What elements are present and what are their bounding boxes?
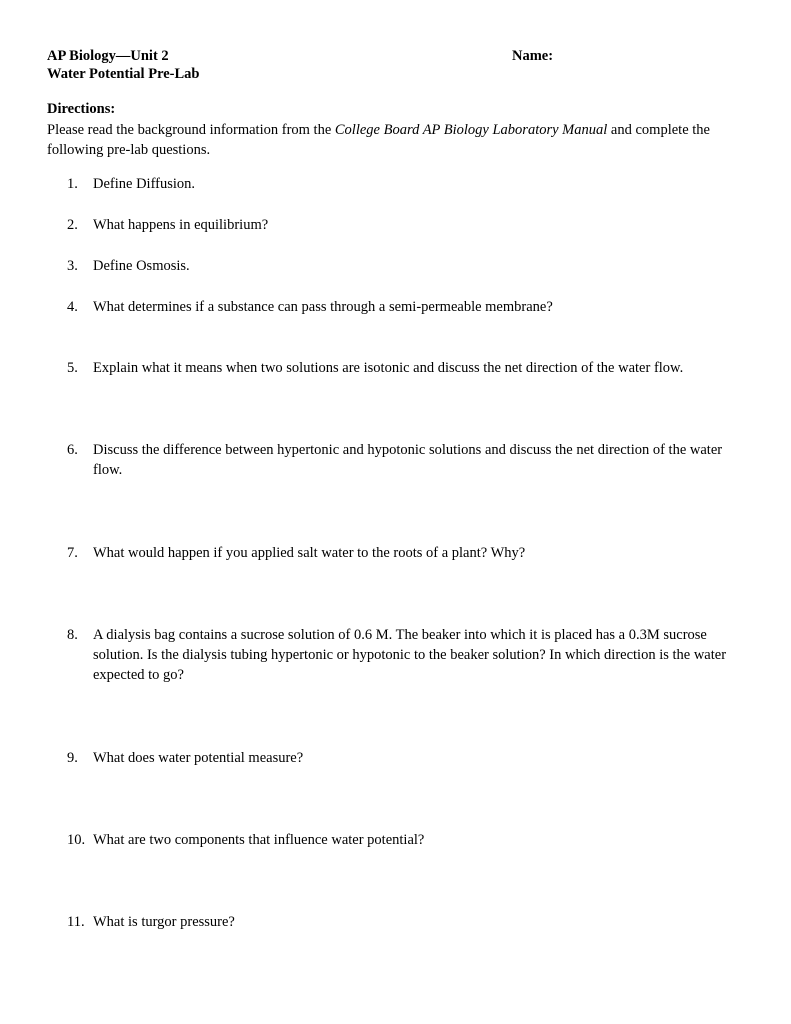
directions-text [47,120,747,160]
directions-text-italic: College Board AP Biology Laboratory Manual [334,122,608,138]
question-text: Explain what it means when two solutions are isotonic and discuss the net direction of the water flow. [93,360,684,376]
question-number: 8. [67,627,78,643]
question-text: What happens in equilibrium? [93,217,269,233]
question-number: 7. [67,545,78,561]
question-3 [60,256,740,276]
question-9 [60,748,740,768]
question-5 [60,358,740,378]
directions-heading: Directions: [47,101,116,117]
question-text: What determines if a substance can pass through a semi-permeable membrane? [93,299,553,315]
question-number: 11. [67,914,85,930]
question-number: 10. [67,832,86,848]
question-number: 3. [67,258,78,274]
question-text: What would happen if you applied salt water to the roots of a plant? Why? [93,545,526,561]
question-number: 1. [67,176,78,192]
question-text: What are two components that influence water potential? [93,832,425,848]
question-number: 4. [67,299,78,315]
question-text: What is turgor pressure? [93,914,235,930]
course-title: AP Biology—Unit 2 [47,48,169,64]
directions-text-after: and complete the following pre-lab questions. [47,122,710,158]
question-10 [60,830,740,850]
question-number: 5. [67,360,78,376]
question-8 [60,625,740,685]
question-text: What does water potential measure? [93,750,304,766]
question-number: 9. [67,750,78,766]
question-1 [60,174,740,194]
question-6 [60,440,740,480]
question-4 [60,297,740,317]
question-number: 2. [67,217,78,233]
question-11 [60,912,740,932]
lab-title: Water Potential Pre-Lab [47,66,200,82]
question-text: A dialysis bag contains a sucrose solution of 0.6 M. The beaker into which it is placed has a 0.3M sucrose solution. Is the dialysis tubing hypertonic or hypotonic to the beaker solution? In which direction is the water expected to go? [93,627,727,683]
question-7 [60,543,740,563]
name-label: Name: [512,48,554,64]
question-number: 6. [67,442,78,458]
question-text: Define Diffusion. [93,176,196,192]
question-text: Define Osmosis. [93,258,190,274]
directions-text-before: Please read the background information from the [47,122,335,138]
question-2 [60,215,740,235]
question-text: Discuss the difference between hypertonic and hypotonic solutions and discuss the net direction of the water flow. [93,442,723,478]
